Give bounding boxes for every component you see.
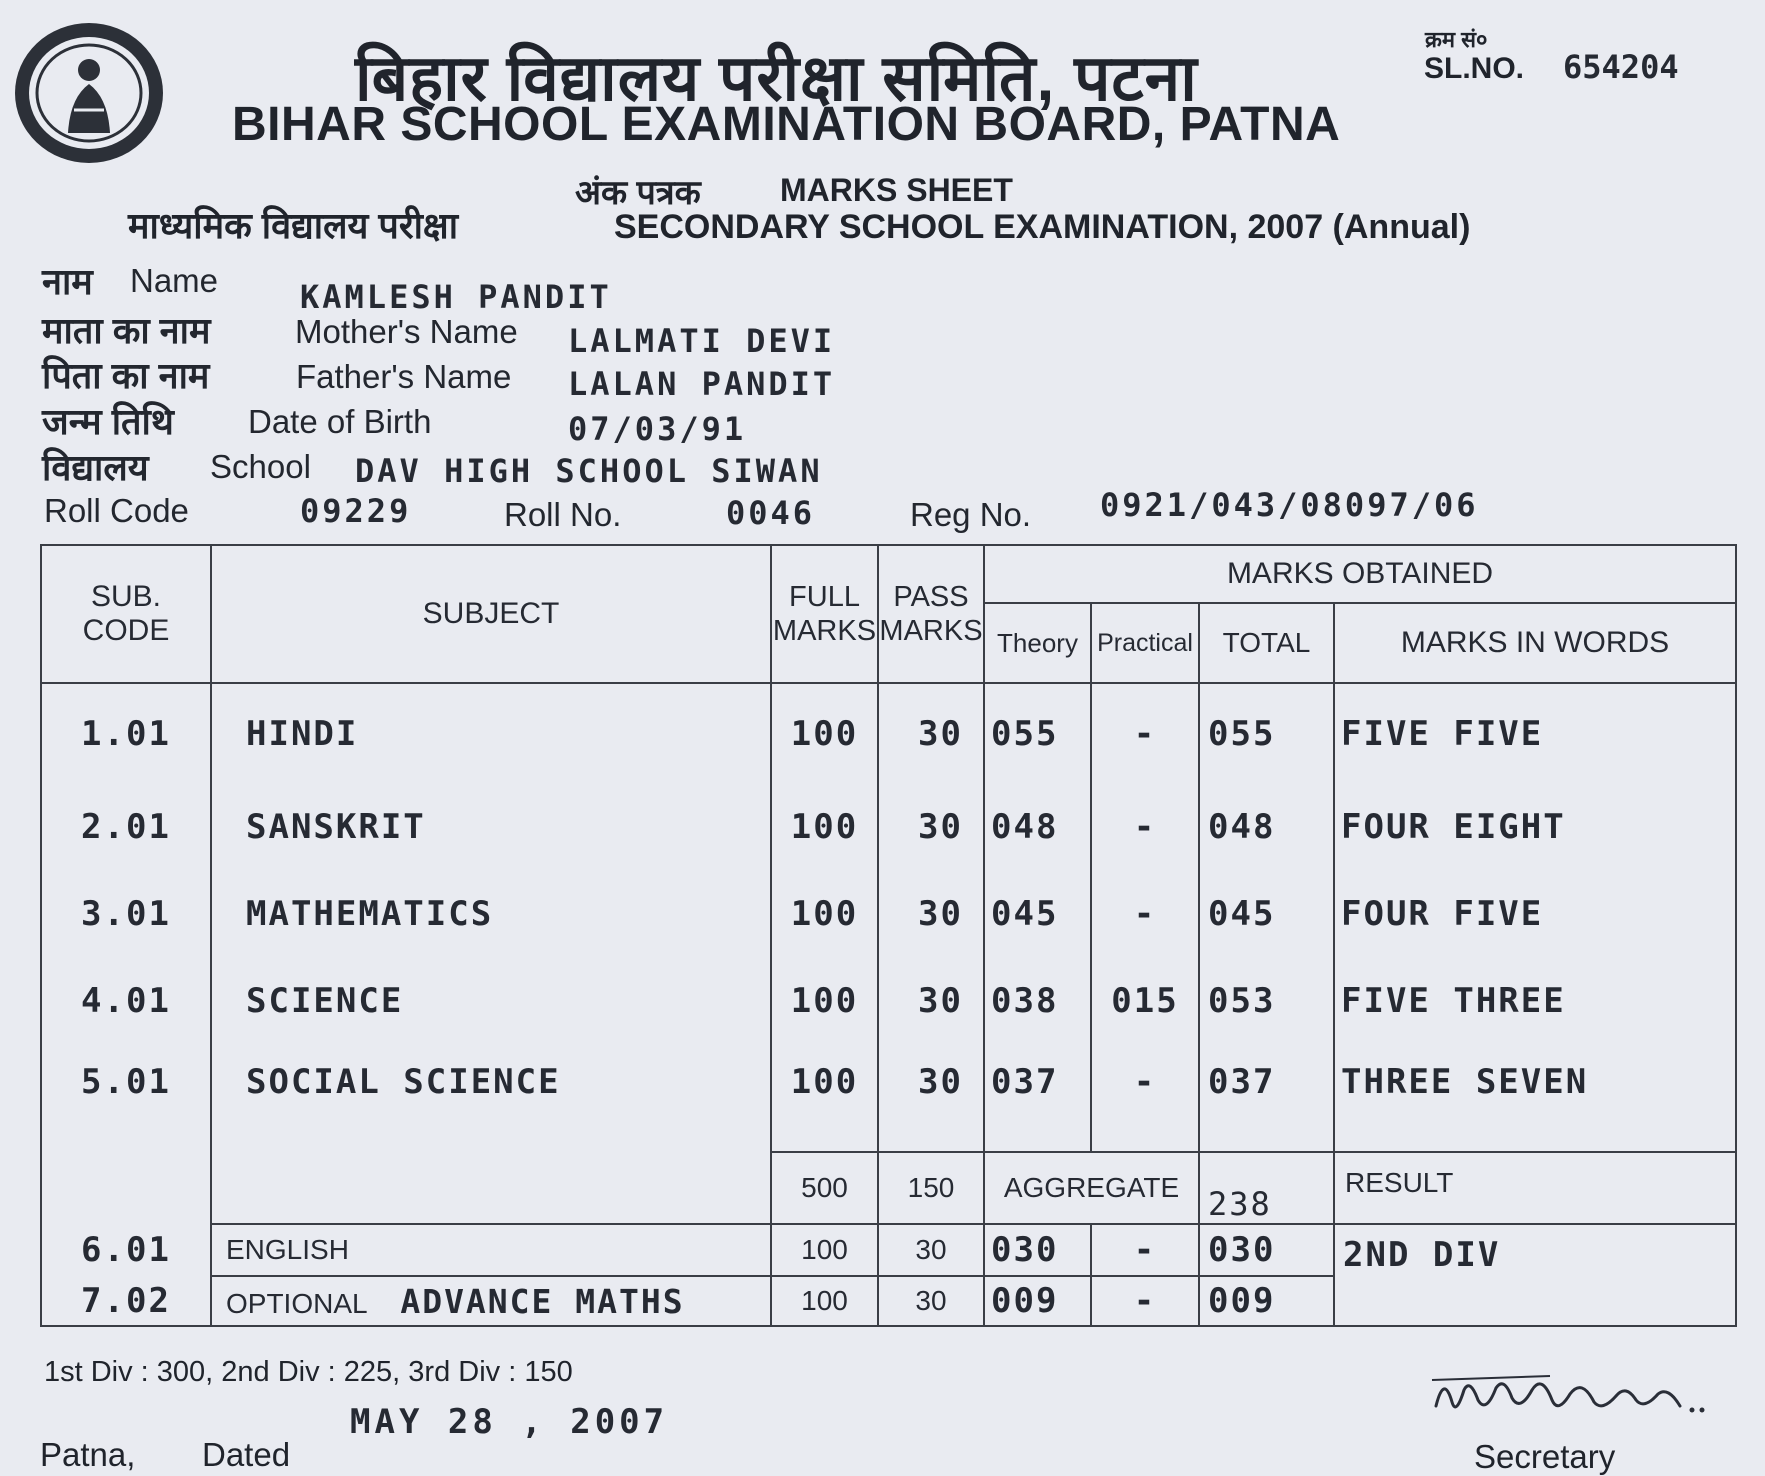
marks-in-words: FIVE THREE (1334, 957, 1736, 1044)
subject-name: HINDI (211, 683, 771, 783)
board-title-english: BIHAR SCHOOL EXAMINATION BOARD, PATNA (232, 98, 1341, 151)
marks-sheet-title: MARKS SHEET (780, 172, 1013, 208)
subject-label: OPTIONAL (226, 1287, 367, 1319)
father-name: LALAN PANDIT (568, 365, 836, 403)
marks-table (40, 544, 1737, 1327)
pass-marks: 30 (878, 783, 984, 870)
aggregate-value: 238 (1199, 1152, 1334, 1224)
exam-title-hindi: माध्यमिक विद्यालय परीक्षा (128, 205, 459, 246)
father-label: Father's Name (296, 358, 512, 395)
division-criteria: 1st Div : 300, 2nd Div : 225, 3rd Div : 150 (44, 1356, 573, 1388)
header-full-marks: FULL MARKS (771, 545, 878, 683)
subject-name (211, 1224, 771, 1276)
full-marks: 100 (771, 1044, 878, 1152)
subject-name: SCIENCE (211, 957, 771, 1044)
table-row (41, 957, 1736, 1044)
practical-marks: - (1091, 683, 1199, 783)
roll-code: 09229 (300, 492, 412, 530)
serial-number-value: 654204 (1563, 48, 1679, 86)
subject-name: SANSKRIT (211, 783, 771, 870)
aggregate-label: AGGREGATE (984, 1152, 1199, 1224)
board-seal-icon (10, 18, 168, 168)
date-of-birth: 07/03/91 (568, 410, 747, 448)
theory-marks: 045 (984, 870, 1091, 957)
marks-in-words: FIVE FIVE (1334, 683, 1736, 783)
sub-code: 4.01 (41, 957, 211, 1044)
theory-marks: 030 (984, 1224, 1091, 1276)
subject-name: SOCIAL SCIENCE (211, 1044, 771, 1152)
pass-marks: 30 (878, 1044, 984, 1152)
sub-code: 7.02 (41, 1276, 211, 1326)
signature-icon (1430, 1360, 1710, 1430)
total-marks: 053 (1199, 957, 1334, 1044)
full-marks-total: 500 (771, 1152, 878, 1224)
subject-name: MATHEMATICS (211, 870, 771, 957)
marks-sheet-hindi: अंक पत्रक (575, 174, 701, 212)
student-name: KAMLESH PANDIT (300, 278, 612, 316)
signatory-designation: Secretary (1474, 1438, 1616, 1475)
blank-cell (211, 1152, 771, 1224)
full-marks: 100 (771, 783, 878, 870)
name-label: Name (130, 262, 219, 299)
header-sub-code: SUB. CODE (41, 545, 211, 683)
theory-marks: 038 (984, 957, 1091, 1044)
pass-marks: 30 (878, 957, 984, 1044)
father-label-hindi: पिता का नाम (42, 355, 210, 396)
full-marks: 100 (771, 870, 878, 957)
pass-marks: 30 (878, 1276, 984, 1326)
full-marks: 100 (771, 957, 878, 1044)
theory-marks: 048 (984, 783, 1091, 870)
school-label-hindi: विद्यालय (42, 447, 149, 488)
marks-in-words: THREE SEVEN (1334, 1044, 1736, 1152)
mother-label: Mother's Name (295, 313, 518, 350)
total-marks: 009 (1199, 1276, 1334, 1326)
pass-marks: 30 (878, 870, 984, 957)
sub-code: 5.01 (41, 1044, 211, 1152)
sub-code: 6.01 (41, 1224, 211, 1276)
aggregate-row (41, 1152, 1736, 1224)
practical-marks: - (1091, 1224, 1199, 1276)
full-marks: 100 (771, 1224, 878, 1276)
table-row (41, 870, 1736, 957)
full-marks: 100 (771, 1276, 878, 1326)
table-row (41, 783, 1736, 870)
theory-marks: 055 (984, 683, 1091, 783)
full-marks: 100 (771, 683, 878, 783)
school-name: DAV HIGH SCHOOL SIWAN (355, 452, 823, 490)
serial-number-label: SL.NO. (1424, 52, 1525, 85)
registration-number: 0921/043/08097/06 (1100, 486, 1479, 524)
pass-marks: 30 (878, 683, 984, 783)
practical-marks: - (1091, 870, 1199, 957)
total-marks: 030 (1199, 1224, 1334, 1276)
dob-label: Date of Birth (248, 403, 432, 440)
result-value: 2ND DIV (1334, 1224, 1736, 1326)
theory-marks: 009 (984, 1276, 1091, 1326)
dated-label: Dated (202, 1436, 291, 1473)
sub-code: 1.01 (41, 683, 211, 783)
dob-label-hindi: जन्म तिथि (42, 401, 174, 442)
header-marks-in-words: MARKS IN WORDS (1334, 603, 1736, 683)
header-theory: Theory (984, 603, 1091, 683)
table-row (41, 1224, 1736, 1276)
sub-code: 3.01 (41, 870, 211, 957)
total-marks: 037 (1199, 1044, 1334, 1152)
practical-marks: - (1091, 783, 1199, 870)
marks-in-words: FOUR FIVE (1334, 870, 1736, 957)
exam-title-english: SECONDARY SCHOOL EXAMINATION, 2007 (Annual) (614, 208, 1471, 246)
mother-name: LALMATI DEVI (568, 322, 836, 360)
practical-marks: 015 (1091, 957, 1199, 1044)
marks-in-words: FOUR EIGHT (1334, 783, 1736, 870)
header-pass-marks: PASS MARKS (878, 545, 984, 683)
roll-no-label: Roll No. (504, 496, 622, 533)
subject-name (211, 1276, 771, 1326)
school-label: School (210, 448, 311, 485)
board-title-hindi: बिहार विद्यालय परीक्षा समिति, पटना (355, 42, 1198, 114)
header-total: TOTAL (1199, 603, 1334, 683)
roll-code-label: Roll Code (44, 492, 189, 529)
pass-marks: 30 (878, 1224, 984, 1276)
optional-subject: ADVANCE MATHS (400, 1281, 685, 1321)
table-row (41, 1044, 1736, 1152)
total-marks: 055 (1199, 683, 1334, 783)
subject-label: ENGLISH (226, 1234, 349, 1265)
pass-marks-total: 150 (878, 1152, 984, 1224)
table-row (41, 683, 1736, 783)
total-marks: 048 (1199, 783, 1334, 870)
header-marks-obtained: MARKS OBTAINED (984, 545, 1736, 603)
practical-marks: - (1091, 1276, 1199, 1326)
mother-label-hindi: माता का नाम (42, 310, 211, 351)
roll-number: 0046 (726, 494, 816, 532)
issue-date: MAY 28 , 2007 (350, 1402, 669, 1442)
blank-cell (41, 1152, 211, 1224)
name-label-hindi: नाम (42, 261, 93, 302)
reg-no-label: Reg No. (910, 496, 1032, 533)
result-label: RESULT (1334, 1152, 1736, 1224)
sub-code: 2.01 (41, 783, 211, 870)
serial-number-hindi-label: क्रम सं० (1425, 27, 1488, 52)
place: Patna, (40, 1436, 136, 1473)
theory-marks: 037 (984, 1044, 1091, 1152)
header-practical: Practical (1091, 603, 1199, 683)
practical-marks: - (1091, 1044, 1199, 1152)
total-marks: 045 (1199, 870, 1334, 957)
header-subject: SUBJECT (211, 545, 771, 683)
